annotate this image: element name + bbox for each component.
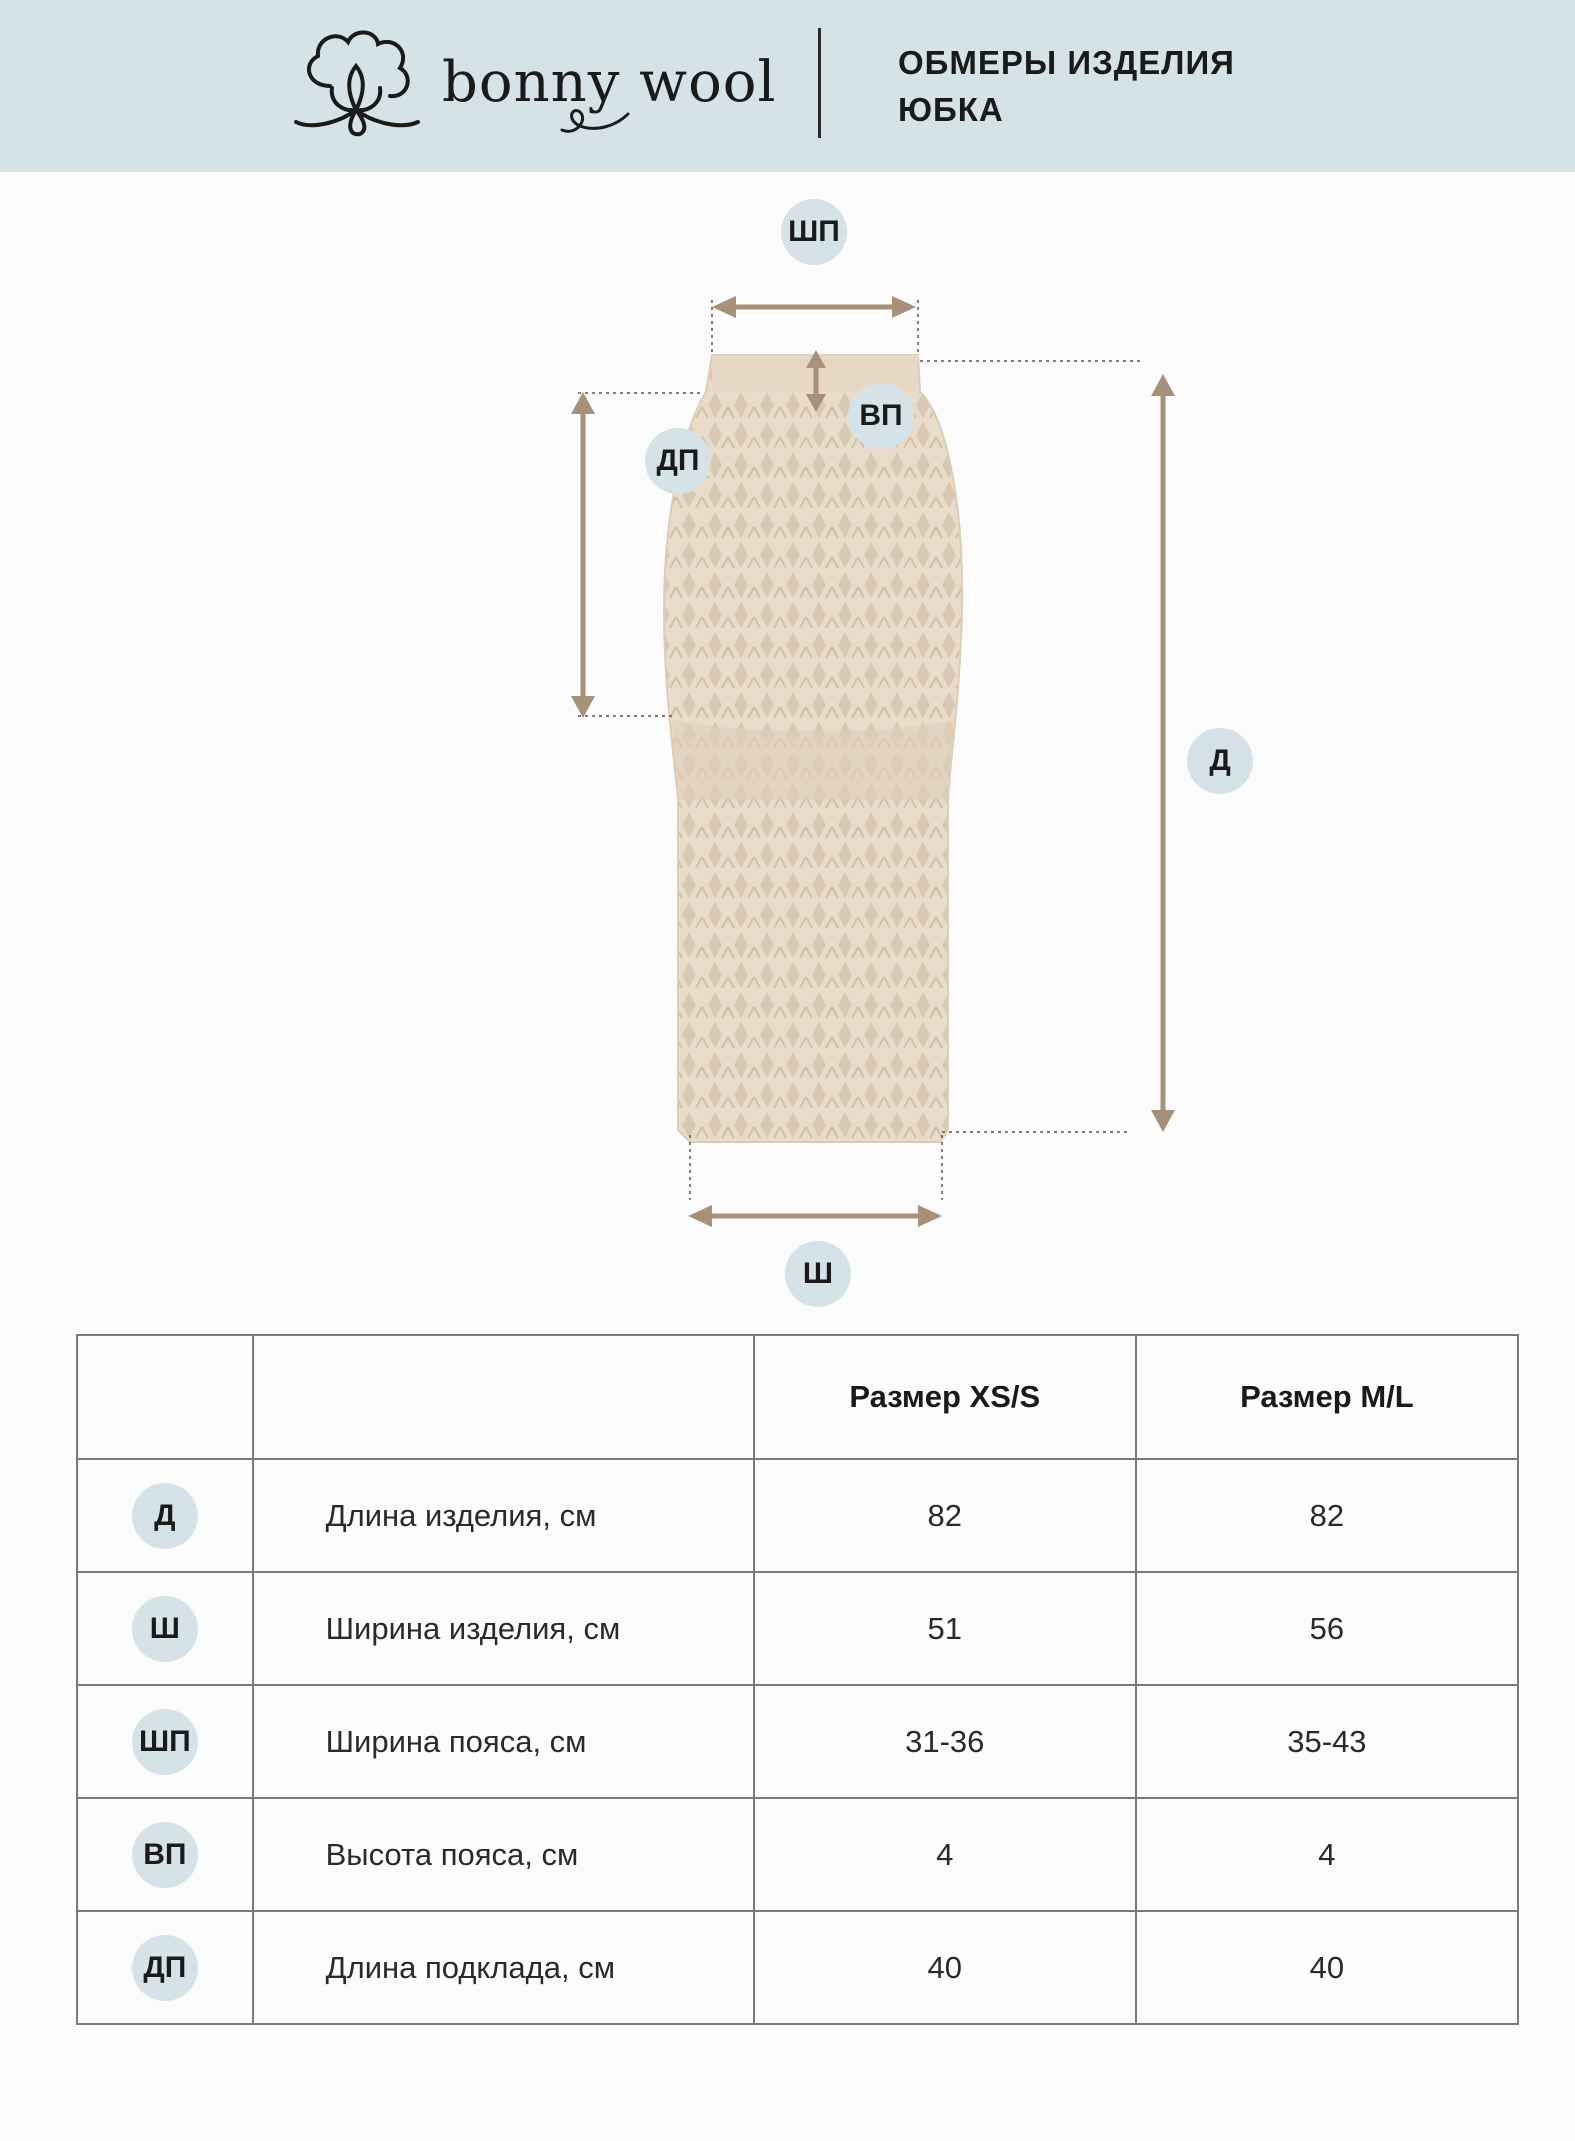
value-m-l: 82 — [1136, 1459, 1518, 1572]
badge-waist-height: ВП — [848, 383, 914, 449]
row-code-badge: Д — [132, 1483, 198, 1549]
brand-flourish-icon — [560, 100, 630, 140]
value-xs-s: 31-36 — [754, 1685, 1136, 1798]
value-xs-s: 40 — [754, 1911, 1136, 2024]
header-divider — [818, 28, 821, 138]
row-name: Длина подклада, см — [253, 1911, 754, 2024]
value-xs-s: 51 — [754, 1572, 1136, 1685]
value-m-l: 35-43 — [1136, 1685, 1518, 1798]
page-title: ОБМЕРЫ ИЗДЕЛИЯ — [898, 44, 1235, 81]
table-row — [77, 1459, 1518, 1572]
badge-width: Ш — [785, 1241, 851, 1307]
table-row — [77, 1911, 1518, 2024]
row-name: Высота пояса, см — [253, 1798, 754, 1911]
value-m-l: 4 — [1136, 1798, 1518, 1911]
size-table — [76, 1334, 1519, 2025]
value-m-l: 56 — [1136, 1572, 1518, 1685]
header-empty-cell — [77, 1335, 253, 1459]
skirt-diagram-svg — [0, 172, 1575, 1332]
badge-lining-length: ДП — [645, 428, 711, 494]
table-header-row — [77, 1335, 1518, 1459]
value-xs-s: 4 — [754, 1798, 1136, 1911]
badge-waist-width: ШП — [781, 199, 847, 265]
header-size-xs-s: Размер XS/S — [754, 1335, 1136, 1459]
table-row — [77, 1685, 1518, 1798]
row-code-badge: ДП — [132, 1935, 198, 2001]
row-code-badge: Ш — [132, 1596, 198, 1662]
table-row — [77, 1572, 1518, 1685]
value-m-l: 40 — [1136, 1911, 1518, 2024]
cotton-flower-logo-icon — [290, 26, 425, 141]
value-xs-s: 82 — [754, 1459, 1136, 1572]
row-name: Ширина изделия, см — [253, 1572, 754, 1685]
page-subtitle: ЮБКА — [898, 91, 1004, 128]
header-banner — [0, 0, 1575, 172]
row-name: Длина изделия, см — [253, 1459, 754, 1572]
row-code-badge: ШП — [132, 1709, 198, 1775]
measurement-diagram — [0, 172, 1575, 1332]
table-row — [77, 1798, 1518, 1911]
header-size-m-l: Размер M/L — [1136, 1335, 1518, 1459]
row-name: Ширина пояса, см — [253, 1685, 754, 1798]
header-empty-cell — [253, 1335, 754, 1459]
brand-name: bonny wool — [442, 50, 777, 115]
badge-length: Д — [1187, 728, 1253, 794]
row-code-badge: ВП — [132, 1822, 198, 1888]
